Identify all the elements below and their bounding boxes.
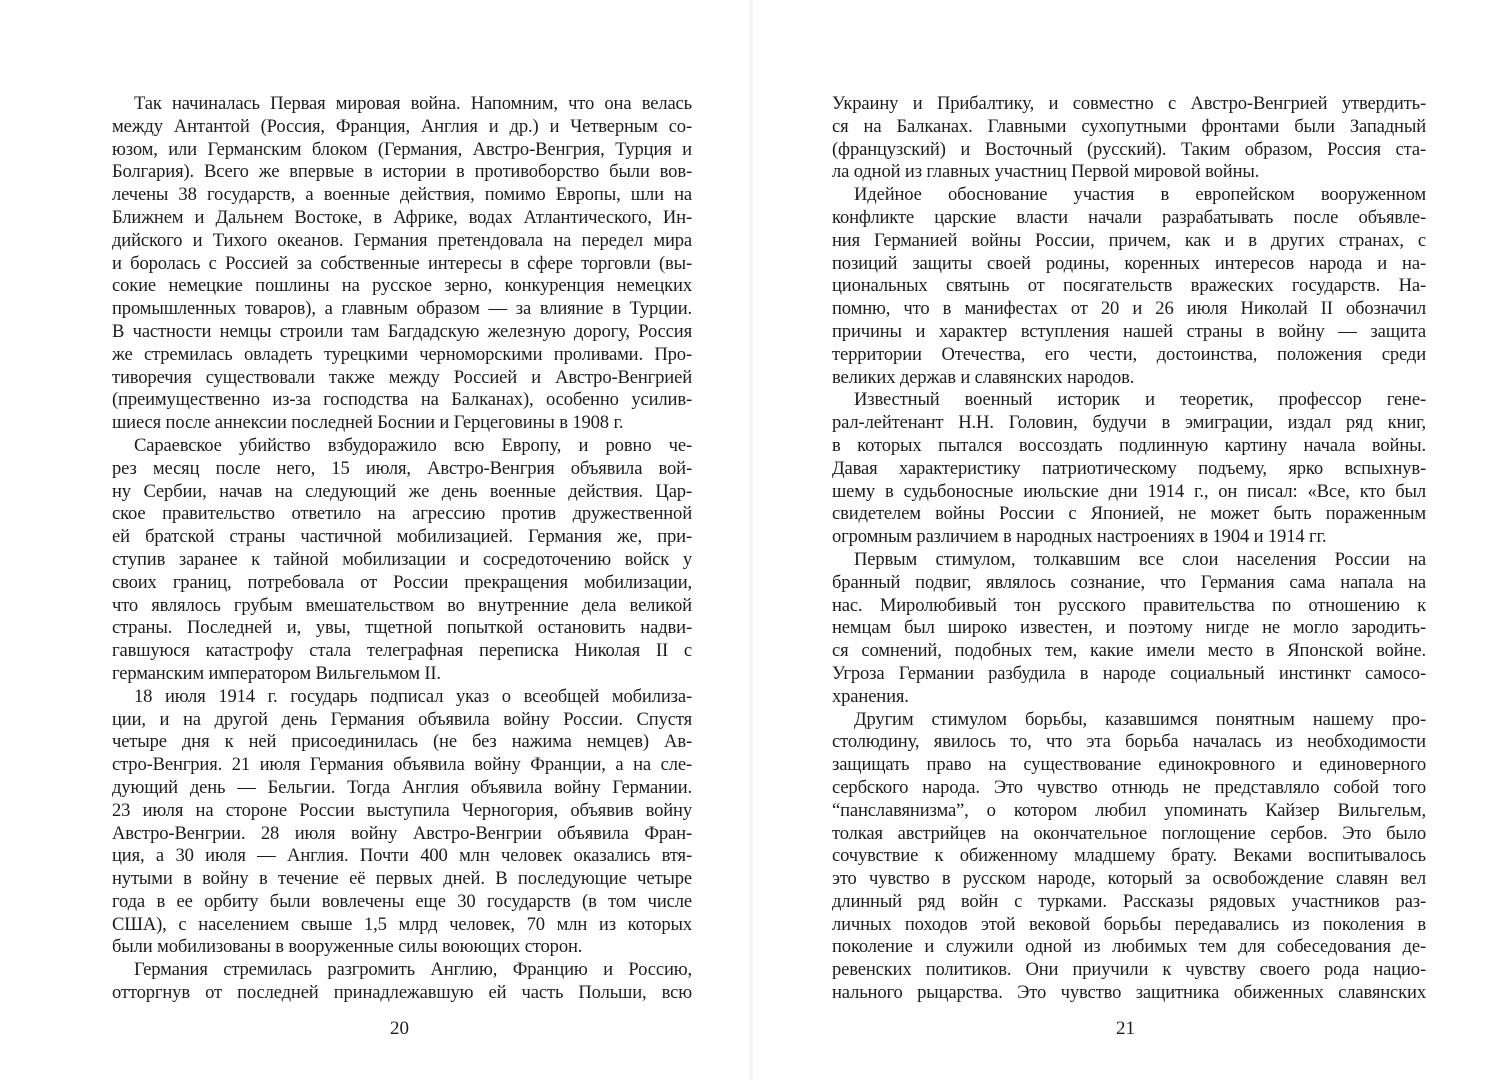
text-line: Давая характеристику патриотическому подъему, ярко вспыхнув-: [832, 457, 1426, 479]
text-line: столюдину, явилось то, что эта борьба началась из необходимости: [832, 731, 1426, 753]
text-line: шиеся после аннексии последней Боснии и Герцеговины в 1908 г.: [112, 412, 624, 434]
text-line: 23 июля на стороне России выступила Черногория, объявив войну: [112, 799, 692, 821]
text-line: ция, а 30 июля — Англия. Почти 400 млн человек оказались втя-: [112, 845, 692, 867]
text-line: ла одной из главных участниц Первой мировой войны.: [832, 161, 1260, 183]
text-line: Так начиналась Первая мировая война. Напомним, что она велась: [134, 93, 692, 114]
text-line: 18 июля 1914 г. государь подписал указ о всеобщей мобилиза-: [134, 685, 692, 707]
text-line: лечены 38 государств, а военные действия, помимо Европы, шли на: [112, 184, 692, 206]
text-line: и боролась с Россией за собственные интересы в сфере торговли (вы-: [112, 252, 692, 274]
text-line: США), с населением свыше 1,5 млрд человек, 70 млн из которых: [112, 913, 692, 935]
text-line: Австро-Венгрии. 28 июля войну Австро-Венгрии объявила Фран-: [112, 822, 692, 844]
text-line: немцам был широко известен, и поэтому нигде не могло зародить-: [832, 617, 1426, 639]
paragraph: [832, 389, 1426, 549]
text-line: ну Сербии, начав на следующий же день военные действия. Цар-: [112, 480, 692, 502]
text-line: личных походов этой вековой борьбы передавались из поколения в: [832, 913, 1426, 935]
text-line: ревенских политиков. Они приучили к чувству своего рода нацио-: [832, 959, 1426, 981]
text-line: стро-Венгрия. 21 июля Германия объявила войну Франции, а на сле-: [112, 754, 692, 776]
text-line: сокие немецкие пошлины на русское зерно, конкуренция немецких: [112, 275, 692, 297]
text-line: циональных святынь от посягательств вражеских государств. На-: [832, 275, 1426, 297]
text-line: года в ее орбиту были вовлечены еще 30 государств (в том числе: [112, 890, 692, 912]
text-line: (французский) и Восточный (русский). Таким образом, Россия ста-: [832, 138, 1426, 160]
paragraph: [832, 549, 1426, 709]
text-line: толкая австрийцев на окончательное поглощение сербов. Это было: [832, 822, 1426, 844]
text-line: были мобилизованы в вооруженные силы воюющих сторон.: [112, 936, 583, 958]
text-line: сочувствие к обиженному младшему брату. Веками воспитывалось: [832, 845, 1426, 867]
text-line: отторгнув от последней принадлежавшую ей часть Польши, всю: [112, 982, 692, 1004]
text-line: хранения.: [832, 685, 909, 707]
text-line: Угроза Германии разбудила в народе социальный инстинкт самосо-: [832, 662, 1426, 684]
text-line: бранный подвиг, являлось сознание, что Германия сама напала на: [832, 571, 1426, 593]
text-line: конфликте царские власти начали разрабатывать после объявле-: [832, 206, 1426, 228]
text-line: поколение и служили одной из любимых тем для собеседования де-: [832, 936, 1426, 958]
text-line: ступив заранее к тайной мобилизации и сосредоточению войск у: [112, 548, 692, 570]
text-line: четыре дня к ней присоединилась (не без нажима немцев) Ав-: [112, 731, 692, 753]
right-page-text: [832, 93, 1426, 1005]
book-gutter: [748, 0, 754, 1080]
text-line: же стремилась овладеть турецкими черноморскими проливами. Про-: [112, 343, 692, 365]
paragraph: [112, 686, 692, 960]
text-line: территории Отечества, его чести, достоинства, положения среди: [832, 343, 1426, 365]
text-line: Другим стимулом борьбы, казавшимся понятным нашему про-: [854, 708, 1426, 730]
text-line: юзом, или Германским блоком (Германия, Австро-Венгрия, Турция и: [112, 138, 692, 160]
text-line: ей братской страны частичной мобилизацией. Германия же, при-: [112, 526, 692, 548]
text-line: нутыми в войну в течение её первых дней. В последующие четыре: [112, 868, 692, 890]
text-line: свидетелем войны России с Японией, не может быть пораженным: [832, 503, 1426, 525]
text-line: огромным различием в народных настроениях в 1904 и 1914 гг.: [832, 526, 1327, 548]
text-line: великих держав и славянских народов.: [832, 366, 1135, 388]
text-line: шему в судьбоносные июльские дни 1914 г., он писал: «Все, кто был: [832, 480, 1426, 502]
page-number-right: 21: [1116, 1018, 1135, 1039]
text-line: дующий день — Бельгии. Тогда Англия объявила войну Германии.: [112, 776, 692, 798]
text-line: помню, что в манифестах от 20 и 26 июля Николай II обозначил: [832, 298, 1426, 320]
text-line: Ближнем и Дальнем Востоке, в Африке, водах Атлантического, Ин-: [112, 206, 692, 228]
text-line: дийского и Тихого океанов. Германия претендовала на передел мира: [112, 229, 692, 251]
paragraph: [832, 709, 1426, 1005]
paragraph: [832, 93, 1426, 184]
text-line: рал-лейтенант Н.Н. Головин, будучи в эмиграции, издал ряд книг,: [832, 412, 1426, 434]
text-line: длинный ряд войн с турками. Рассказы рядовых участников раз-: [832, 890, 1426, 912]
text-line: Первым стимулом, толкавшим все слои населения России на: [854, 548, 1426, 570]
text-line: (преимущественно из-за господства на Балканах), особенно усилив-: [112, 389, 692, 411]
text-line: нального рыцарства. Это чувство защитника обиженных славянских: [832, 982, 1426, 1004]
text-line: Сараевское убийство взбудоражило всю Европу, и ровно че-: [134, 434, 692, 456]
text-line: Германия стремилась разгромить Англию, Францию и Россию,: [134, 959, 692, 981]
paragraph: [112, 93, 692, 435]
text-line: ся на Балканах. Главными сухопутными фронтами были Западный: [832, 115, 1426, 137]
text-line: в которых пытался воссоздать подлинную картину начала войны.: [832, 434, 1426, 456]
text-line: сербского народа. Это чувство отнюдь не представляло собой того: [832, 776, 1426, 798]
text-line: В частности немцы строили там Багдадскую железную дорогу, Россия: [112, 320, 692, 342]
text-line: “панславянизма”, о котором любил упоминать Кайзер Вильгельм,: [832, 799, 1426, 821]
text-line: ся сомнений, подобных тем, какие имели место в Японской войне.: [832, 640, 1426, 662]
paragraph: [832, 184, 1426, 389]
text-line: Болгария). Всего же впервые в истории в противоборство были вов-: [112, 161, 692, 183]
text-line: ния Германией войны России, причем, как и в других странах, с: [832, 229, 1426, 251]
text-line: позиций защиты своей родины, коренных интересов народа и на-: [832, 252, 1426, 274]
text-line: германским императором Вильгельмом II.: [112, 662, 441, 684]
text-line: своих границ, потребовала от России прекращения мобилизации,: [112, 571, 692, 593]
text-line: между Антантой (Россия, Франция, Англия и др.) и Четверным со-: [112, 115, 692, 137]
paragraph: [112, 435, 692, 686]
text-line: нас. Миролюбивый тон русского правительства по отношению к: [832, 594, 1426, 616]
text-line: Идейное обоснование участия в европейском вооруженном: [854, 184, 1426, 206]
text-line: гавшуюся катастрофу стала телеграфная переписка Николая II с: [112, 640, 692, 662]
text-line: ции, и на другой день Германия объявила войну России. Спустя: [112, 708, 692, 730]
text-line: что являлось грубым вмешательством во внутренние дела великой: [112, 594, 692, 616]
text-line: Украину и Прибалтику, и совместно с Австро-Венгрией утвердить-: [832, 93, 1426, 114]
text-line: это чувство в русском народе, который за освобождение славян вел: [832, 868, 1426, 890]
paragraph: [112, 959, 692, 1005]
text-line: причины и характер вступления нашей страны в войну — защита: [832, 320, 1426, 342]
text-line: ское правительство ответило на агрессию против дружественной: [112, 503, 692, 525]
text-line: Известный военный историк и теоретик, профессор гене-: [854, 389, 1426, 411]
text-line: тиворечия существовали также между Россией и Австро-Венгрией: [112, 366, 692, 388]
text-line: рез месяц после него, 15 июля, Австро-Венгрия объявила вой-: [112, 457, 692, 479]
text-line: защищать право на существование единокровного и единоверного: [832, 754, 1426, 776]
text-line: промышленных товаров), а главным образом — за влияние в Турции.: [112, 298, 692, 320]
text-line: страны. Последней и, увы, тщетной попыткой остановить надви-: [112, 617, 692, 639]
left-page-text: [112, 93, 692, 1005]
page-number-left: 20: [390, 1018, 409, 1039]
